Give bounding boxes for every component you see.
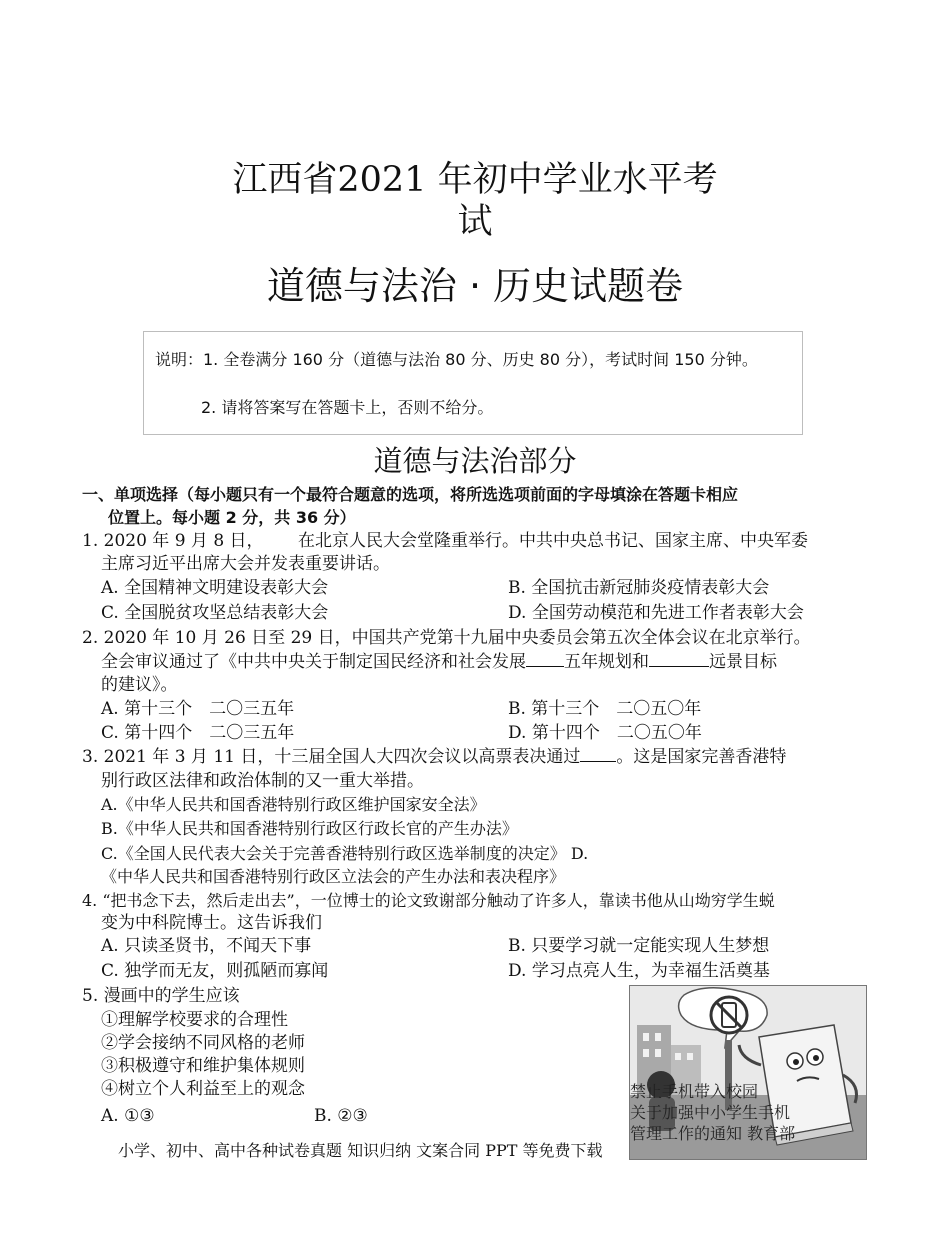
q1-option-c: C. 全国脱贫攻坚总结表彰大会 — [101, 603, 329, 623]
q2-option-b: B. 第十三个 二〇五〇年 — [508, 699, 702, 719]
q5-statement-2: ②学会接纳不同风格的老师 — [101, 1033, 305, 1053]
q4-option-d: D. 学习点亮人生，为幸福生活奠基 — [508, 961, 770, 981]
q3-blank — [580, 760, 616, 762]
q4-option-a: A. 只读圣贤书，不闻天下事 — [101, 936, 312, 956]
q5-statement-3: ③积极遵守和维护集体规则 — [101, 1056, 305, 1076]
instruction-line1: 说明：1. 全卷满分 160 分（道德与法治 80 分、历史 80 分），考试时间 150 分钟。 — [155, 350, 758, 369]
q3-stem-line1 — [82, 746, 786, 768]
q1-option-b: B. 全国抗击新冠肺炎疫情表彰大会 — [508, 578, 770, 598]
instructions-box — [143, 331, 803, 435]
q2-stem-line3: 的建议》。 — [101, 675, 178, 695]
q3-stem-line2: 别行政区法律和政治体制的又一重大举措。 — [101, 771, 424, 791]
q2-option-a: A. 第十三个 二〇三五年 — [101, 699, 295, 719]
section-title: 道德与法治部分 — [373, 444, 577, 478]
q3-stem-part-b: 。这是国家完善香港特 — [616, 747, 787, 767]
exam-title-line2: 试 — [457, 202, 493, 242]
q1-option-d: D. 全国劳动模范和先进工作者表彰大会 — [508, 603, 804, 623]
q1-stem-end: 在北京人民大会堂隆重举行。中共中央总书记、国家主席、中央军委 — [298, 531, 808, 551]
q3-stem-part-a: 3. 2021 年 3 月 11 日，十三届全国人大四次会议以高票表决通过 — [82, 747, 581, 767]
q4-option-c: C. 独学而无友，则孤陋而寡闻 — [101, 961, 329, 981]
cartoon-caption-line2: 关于加强中小学生手机 — [630, 1103, 791, 1122]
cartoon-caption-line1: 禁止手机带入校园 — [630, 1082, 759, 1101]
exam-subtitle: 道德与法治 · 历史试题卷 — [266, 264, 684, 308]
q1-option-a: A. 全国精神文明建设表彰大会 — [101, 578, 329, 598]
part1-heading-line1: 一、单项选择（每小题只有一个最符合题意的选项，将所选选项前面的字母填涂在答题卡相应 — [82, 485, 739, 504]
cartoon-caption-line3: 管理工作的通知 教育部 — [630, 1124, 796, 1143]
q1-stem-start: 1. 2020 年 9 月 8 日， — [82, 531, 264, 551]
q2-blank-1 — [526, 665, 564, 667]
q3-option-c: C.《全国人民代表大会关于完善香港特别行政区选举制度的决定》 D. — [101, 844, 589, 863]
q5-option-a: A. ①③ — [101, 1106, 155, 1126]
q3-option-d: 《中华人民共和国香港特别行政区立法会的产生办法和表决程序》 — [101, 867, 566, 886]
q2-stem-part-b: 五年规划和 — [564, 652, 649, 672]
q2-stem-part-c: 远景目标 — [709, 652, 777, 672]
q5-statement-4: ④树立个人利益至上的观念 — [101, 1079, 305, 1099]
q5-statement-1: ①理解学校要求的合理性 — [101, 1010, 288, 1030]
q4-stem-line2: 变为中科院博士。这告诉我们 — [101, 913, 322, 933]
q4-stem-line1: 4. “把书念下去，然后走出去”，一位博士的论文致谢部分触动了许多人，靠读书他从山坳穷学生蜕 — [82, 891, 775, 910]
q3-option-a: A.《中华人民共和国香港特别行政区维护国家安全法》 — [101, 795, 486, 814]
part1-heading-line2: 位置上。每小题 2 分，共 36 分） — [108, 508, 356, 527]
q5-stem: 5. 漫画中的学生应该 — [82, 986, 240, 1006]
q2-stem-line2 — [101, 651, 777, 673]
instruction-line2: 2. 请将答案写在答题卡上，否则不给分。 — [201, 398, 494, 417]
exam-title-line1: 江西省2021 年初中学业水平考 — [232, 160, 718, 200]
q4-option-b: B. 只要学习就一定能实现人生梦想 — [508, 936, 770, 956]
q2-option-d: D. 第十四个 二〇五〇年 — [508, 723, 702, 743]
q2-option-c: C. 第十四个 二〇三五年 — [101, 723, 295, 743]
q1-stem-line2: 主席习近平出席大会并发表重要讲话。 — [101, 554, 390, 574]
q2-stem-part-a: 全会审议通过了《中共中央关于制定国民经济和社会发展 — [101, 652, 526, 672]
q2-blank-2 — [649, 665, 709, 667]
q5-option-b: B. ②③ — [314, 1106, 368, 1126]
q3-option-b: B.《中华人民共和国香港特别行政区行政长官的产生办法》 — [101, 819, 518, 838]
footer-text: 小学、初中、高中各种试卷真题 知识归纳 文案合同 PPT 等免费下载 — [118, 1141, 603, 1160]
q2-stem-line1: 2. 2020 年 10 月 26 日至 29 日，中国共产党第十九届中央委员会第五次全体会议在北京举行。 — [82, 628, 811, 648]
